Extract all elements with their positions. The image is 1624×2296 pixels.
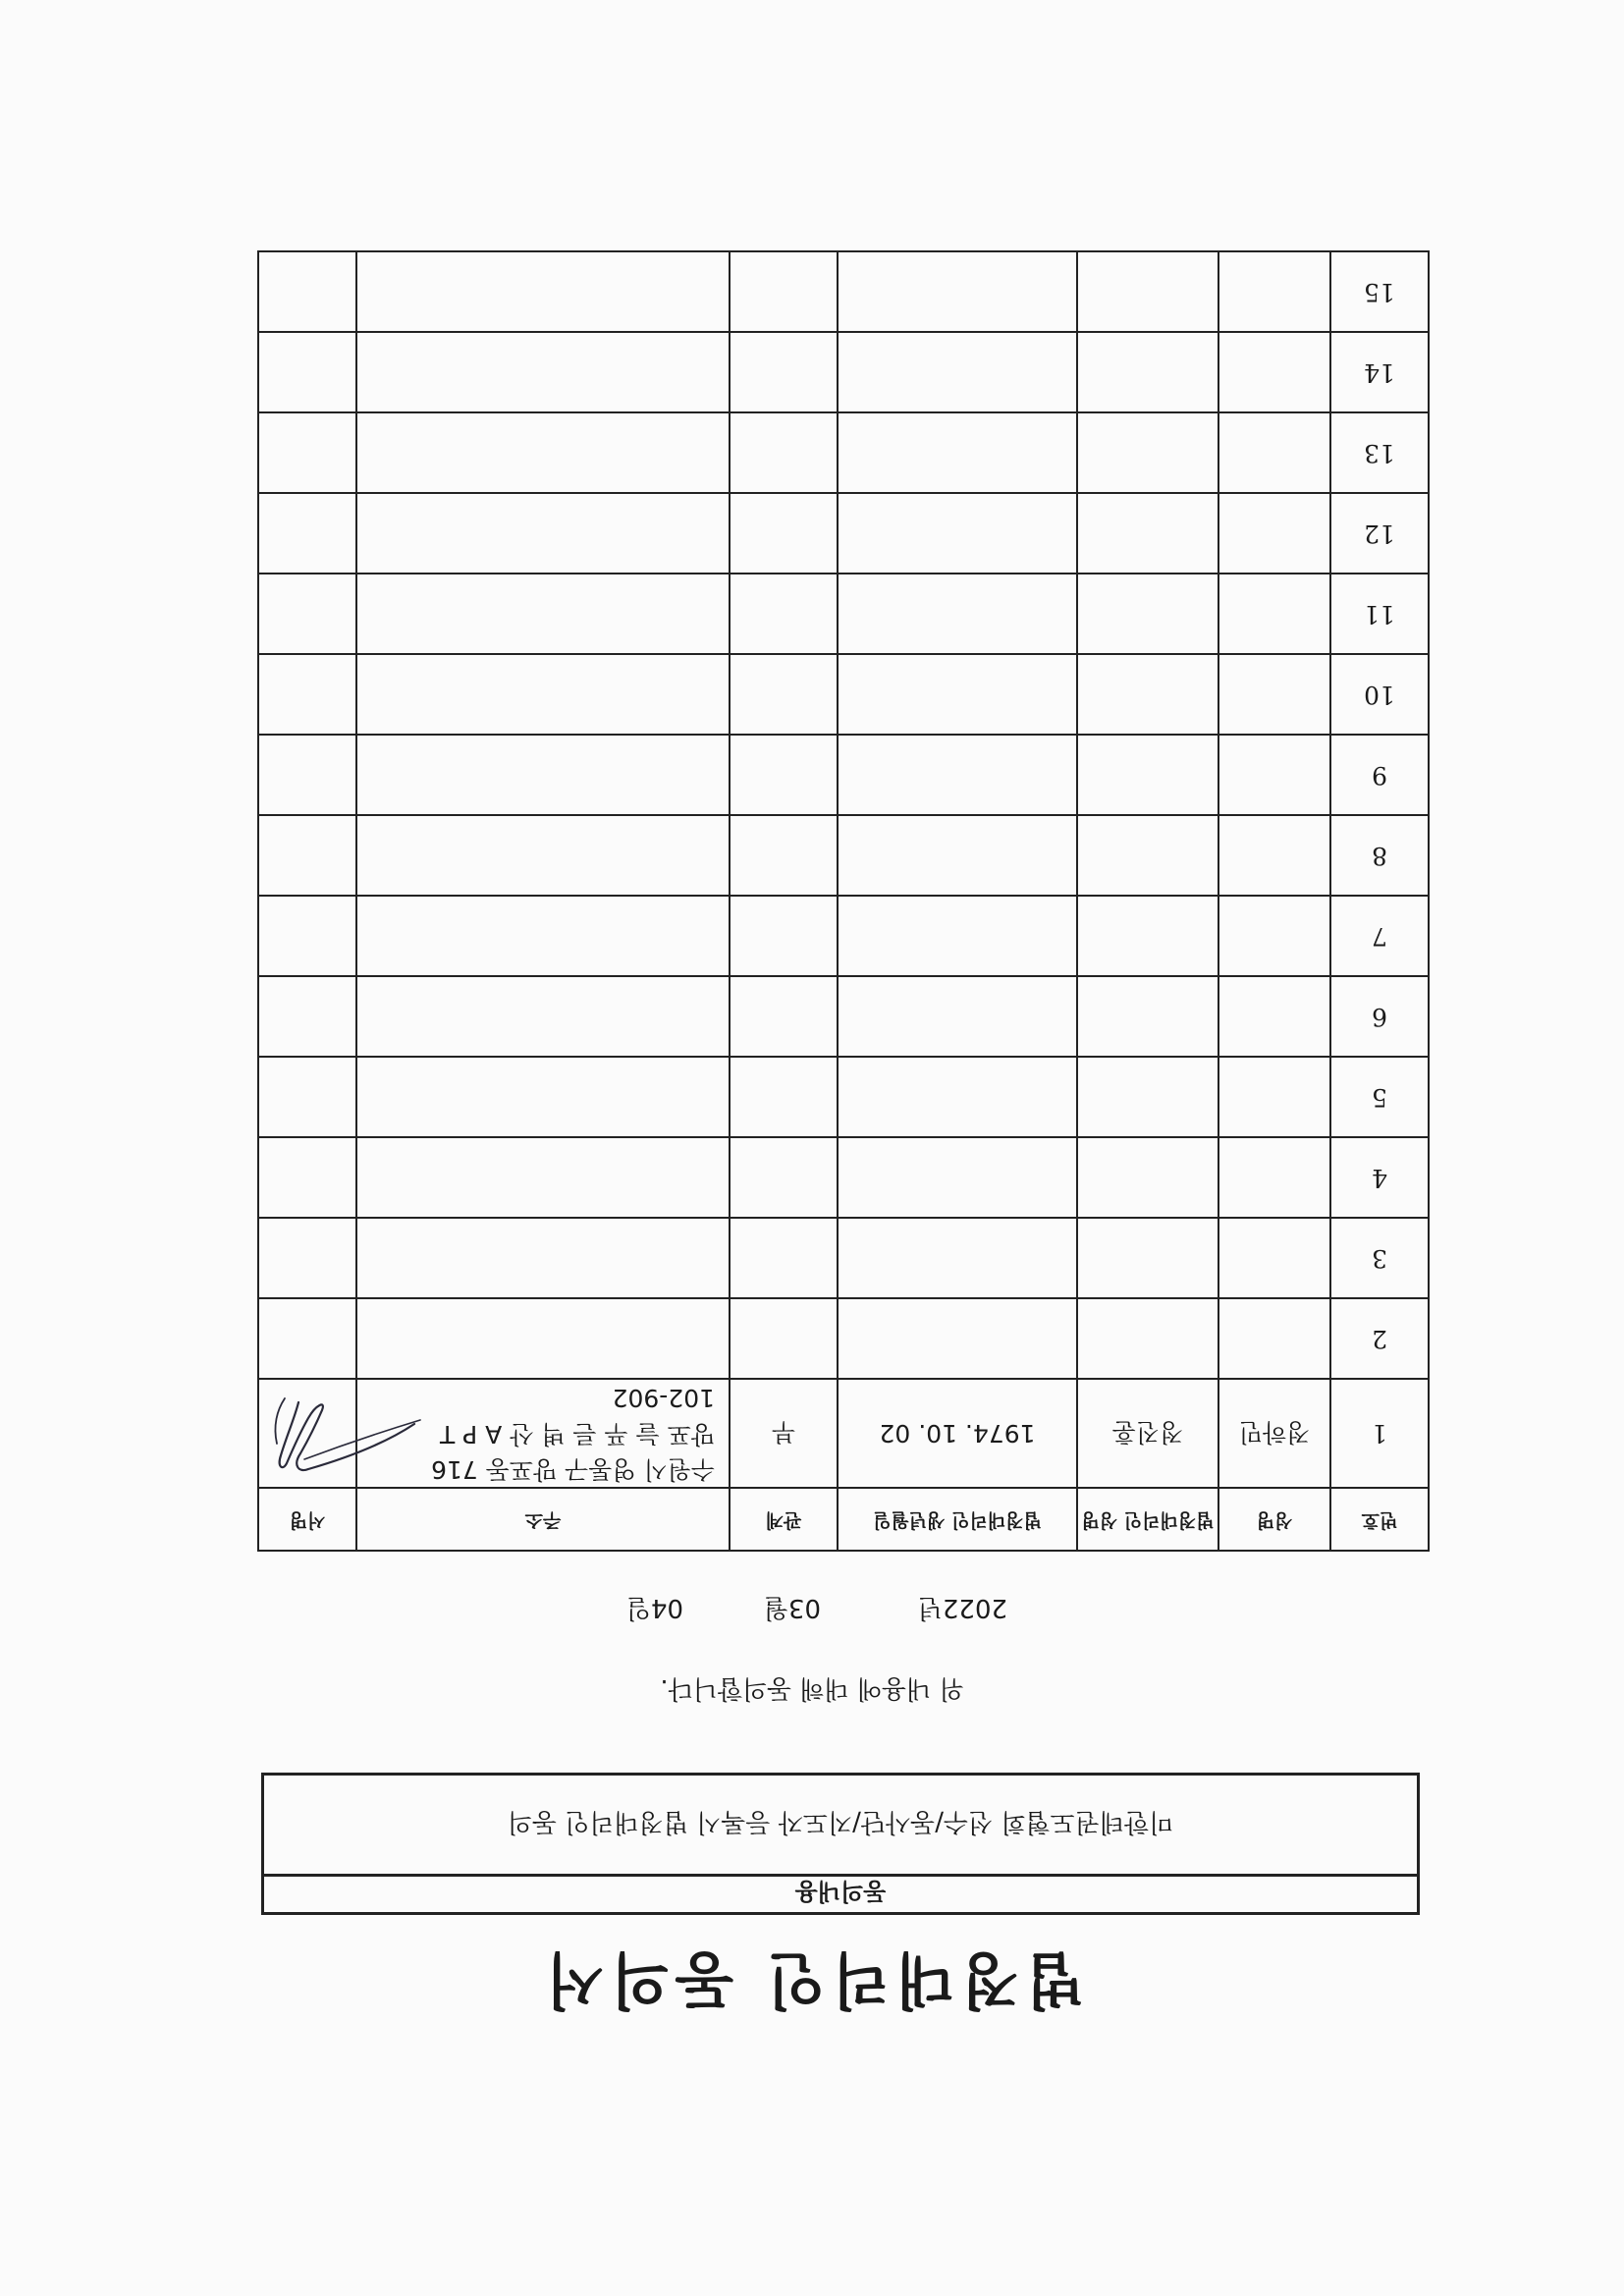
row-guardian-birth (838, 332, 1077, 412)
table-row (258, 1379, 1429, 1488)
row-name (1218, 815, 1330, 896)
row-guardian-birth (838, 815, 1077, 896)
row-signature (258, 1298, 356, 1379)
consent-text: 미한테권도협회 선수/동사단/지도자 등록시 법정대리인 동의 (507, 1807, 1174, 1837)
row-number: 12 (1330, 493, 1429, 574)
row-number: 11 (1330, 574, 1429, 654)
row-signature (258, 493, 356, 574)
row-guardian-birth (838, 574, 1077, 654)
row-name (1218, 493, 1330, 574)
consent-box (261, 1773, 1420, 1915)
row-number: 8 (1330, 815, 1429, 896)
header-guardian-name: 법정대리인 성명 (1077, 1488, 1218, 1551)
row-number: 9 (1330, 735, 1429, 815)
row-number: 10 (1330, 654, 1429, 735)
row-name: 정하민 (1218, 1379, 1330, 1488)
row-guardian-name (1077, 1057, 1218, 1137)
row-guardian-name (1077, 1137, 1218, 1218)
row-signature (258, 896, 356, 976)
date-month: 03월 (763, 1593, 821, 1622)
row-guardian-birth: 1974. 10. 02 (838, 1379, 1077, 1488)
document-date (595, 1592, 1007, 1628)
row-name (1218, 1057, 1330, 1137)
row-number: 13 (1330, 412, 1429, 493)
row-guardian-birth (838, 654, 1077, 735)
row-name (1218, 251, 1330, 332)
row-address (356, 1057, 730, 1137)
row-guardian-birth (838, 493, 1077, 574)
row-relation (730, 412, 838, 493)
row-signature (258, 332, 356, 412)
row-guardian-name (1077, 1218, 1218, 1298)
table-row (258, 332, 1429, 412)
table-row (258, 1218, 1429, 1298)
row-name (1218, 735, 1330, 815)
row-relation (730, 332, 838, 412)
row-number: 14 (1330, 332, 1429, 412)
guardian-table (257, 250, 1430, 1552)
row-relation (730, 654, 838, 735)
row-relation (730, 896, 838, 976)
row-address (356, 1137, 730, 1218)
row-guardian-birth (838, 251, 1077, 332)
address-line-3: 102-902 (612, 1384, 715, 1413)
row-address (356, 493, 730, 574)
header-relation: 관계 (730, 1488, 838, 1551)
row-address (356, 735, 730, 815)
consent-statement: 위 내용에 대해 동의합니다. (660, 1673, 964, 1703)
header-name: 성명 (1218, 1488, 1330, 1551)
handwritten-signature-icon (267, 1390, 424, 1483)
table-row (258, 1137, 1429, 1218)
row-guardian-name (1077, 493, 1218, 574)
row-relation (730, 1137, 838, 1218)
row-address (356, 412, 730, 493)
row-signature (258, 815, 356, 896)
row-address (356, 251, 730, 332)
row-address (356, 654, 730, 735)
row-name (1218, 976, 1330, 1057)
row-address (356, 896, 730, 976)
row-number: 5 (1330, 1057, 1429, 1137)
row-guardian-name (1077, 251, 1218, 332)
row-name (1218, 574, 1330, 654)
row-number: 3 (1330, 1218, 1429, 1298)
row-signature (258, 976, 356, 1057)
row-relation (730, 251, 838, 332)
row-relation (730, 574, 838, 654)
table-row (258, 735, 1429, 815)
row-address (356, 332, 730, 412)
row-guardian-birth (838, 412, 1077, 493)
row-guardian-name (1077, 735, 1218, 815)
row-signature (258, 1218, 356, 1298)
row-guardian-birth (838, 1057, 1077, 1137)
row-guardian-birth (838, 735, 1077, 815)
row-guardian-name (1077, 815, 1218, 896)
row-name (1218, 654, 1330, 735)
header-guardian-birth: 법정대리인 생년월일 (838, 1488, 1077, 1551)
table-row (258, 896, 1429, 976)
row-address (356, 574, 730, 654)
table-row (258, 412, 1429, 493)
row-signature (258, 1379, 356, 1488)
row-relation (730, 815, 838, 896)
table-row (258, 1057, 1429, 1137)
row-guardian-name (1077, 654, 1218, 735)
table-row (258, 1298, 1429, 1379)
table-row (258, 251, 1429, 332)
row-signature (258, 735, 356, 815)
row-guardian-birth (838, 1298, 1077, 1379)
header-address: 주소 (356, 1488, 730, 1551)
row-relation (730, 1298, 838, 1379)
row-guardian-name (1077, 896, 1218, 976)
row-name (1218, 896, 1330, 976)
row-number: 7 (1330, 896, 1429, 976)
row-name (1218, 1218, 1330, 1298)
row-number: 2 (1330, 1298, 1429, 1379)
row-relation (730, 1218, 838, 1298)
row-relation (730, 735, 838, 815)
row-relation (730, 976, 838, 1057)
row-address (356, 976, 730, 1057)
row-number: 1 (1330, 1379, 1429, 1488)
table-header-row (258, 1488, 1429, 1551)
row-signature (258, 412, 356, 493)
row-relation: 부 (730, 1379, 838, 1488)
table-row (258, 493, 1429, 574)
row-signature (258, 1137, 356, 1218)
consent-header: 동의내용 (264, 1874, 1417, 1912)
row-signature (258, 574, 356, 654)
row-guardian-name (1077, 1298, 1218, 1379)
date-day: 04일 (625, 1593, 683, 1622)
row-address (356, 815, 730, 896)
address-line-1: 수원시 영통구 망포동 716 (431, 1455, 715, 1484)
document-title: 법정대리인 동의서 (539, 1944, 1085, 2016)
row-guardian-name (1077, 332, 1218, 412)
header-signature: 서명 (258, 1488, 356, 1551)
row-relation (730, 1057, 838, 1137)
row-relation (730, 493, 838, 574)
row-name (1218, 1298, 1330, 1379)
row-guardian-birth (838, 1137, 1077, 1218)
row-guardian-name (1077, 412, 1218, 493)
row-name (1218, 412, 1330, 493)
row-number: 6 (1330, 976, 1429, 1057)
date-year: 2022년 (917, 1593, 1007, 1622)
row-signature (258, 654, 356, 735)
table-row (258, 976, 1429, 1057)
row-name (1218, 1137, 1330, 1218)
row-guardian-name: 정진훈 (1077, 1379, 1218, 1488)
row-name (1218, 332, 1330, 412)
row-guardian-birth (838, 1218, 1077, 1298)
row-guardian-name (1077, 976, 1218, 1057)
header-no: 번호 (1330, 1488, 1429, 1551)
row-signature (258, 251, 356, 332)
row-signature (258, 1057, 356, 1137)
row-address (356, 1218, 730, 1298)
row-number: 15 (1330, 251, 1429, 332)
row-guardian-birth (838, 976, 1077, 1057)
table-row (258, 574, 1429, 654)
table-row (258, 815, 1429, 896)
table-row (258, 654, 1429, 735)
row-guardian-name (1077, 574, 1218, 654)
address-line-2: 망포 늘 푸 른 벽 산 A P T (439, 1419, 715, 1449)
row-guardian-birth (838, 896, 1077, 976)
row-number: 4 (1330, 1137, 1429, 1218)
row-address (356, 1298, 730, 1379)
